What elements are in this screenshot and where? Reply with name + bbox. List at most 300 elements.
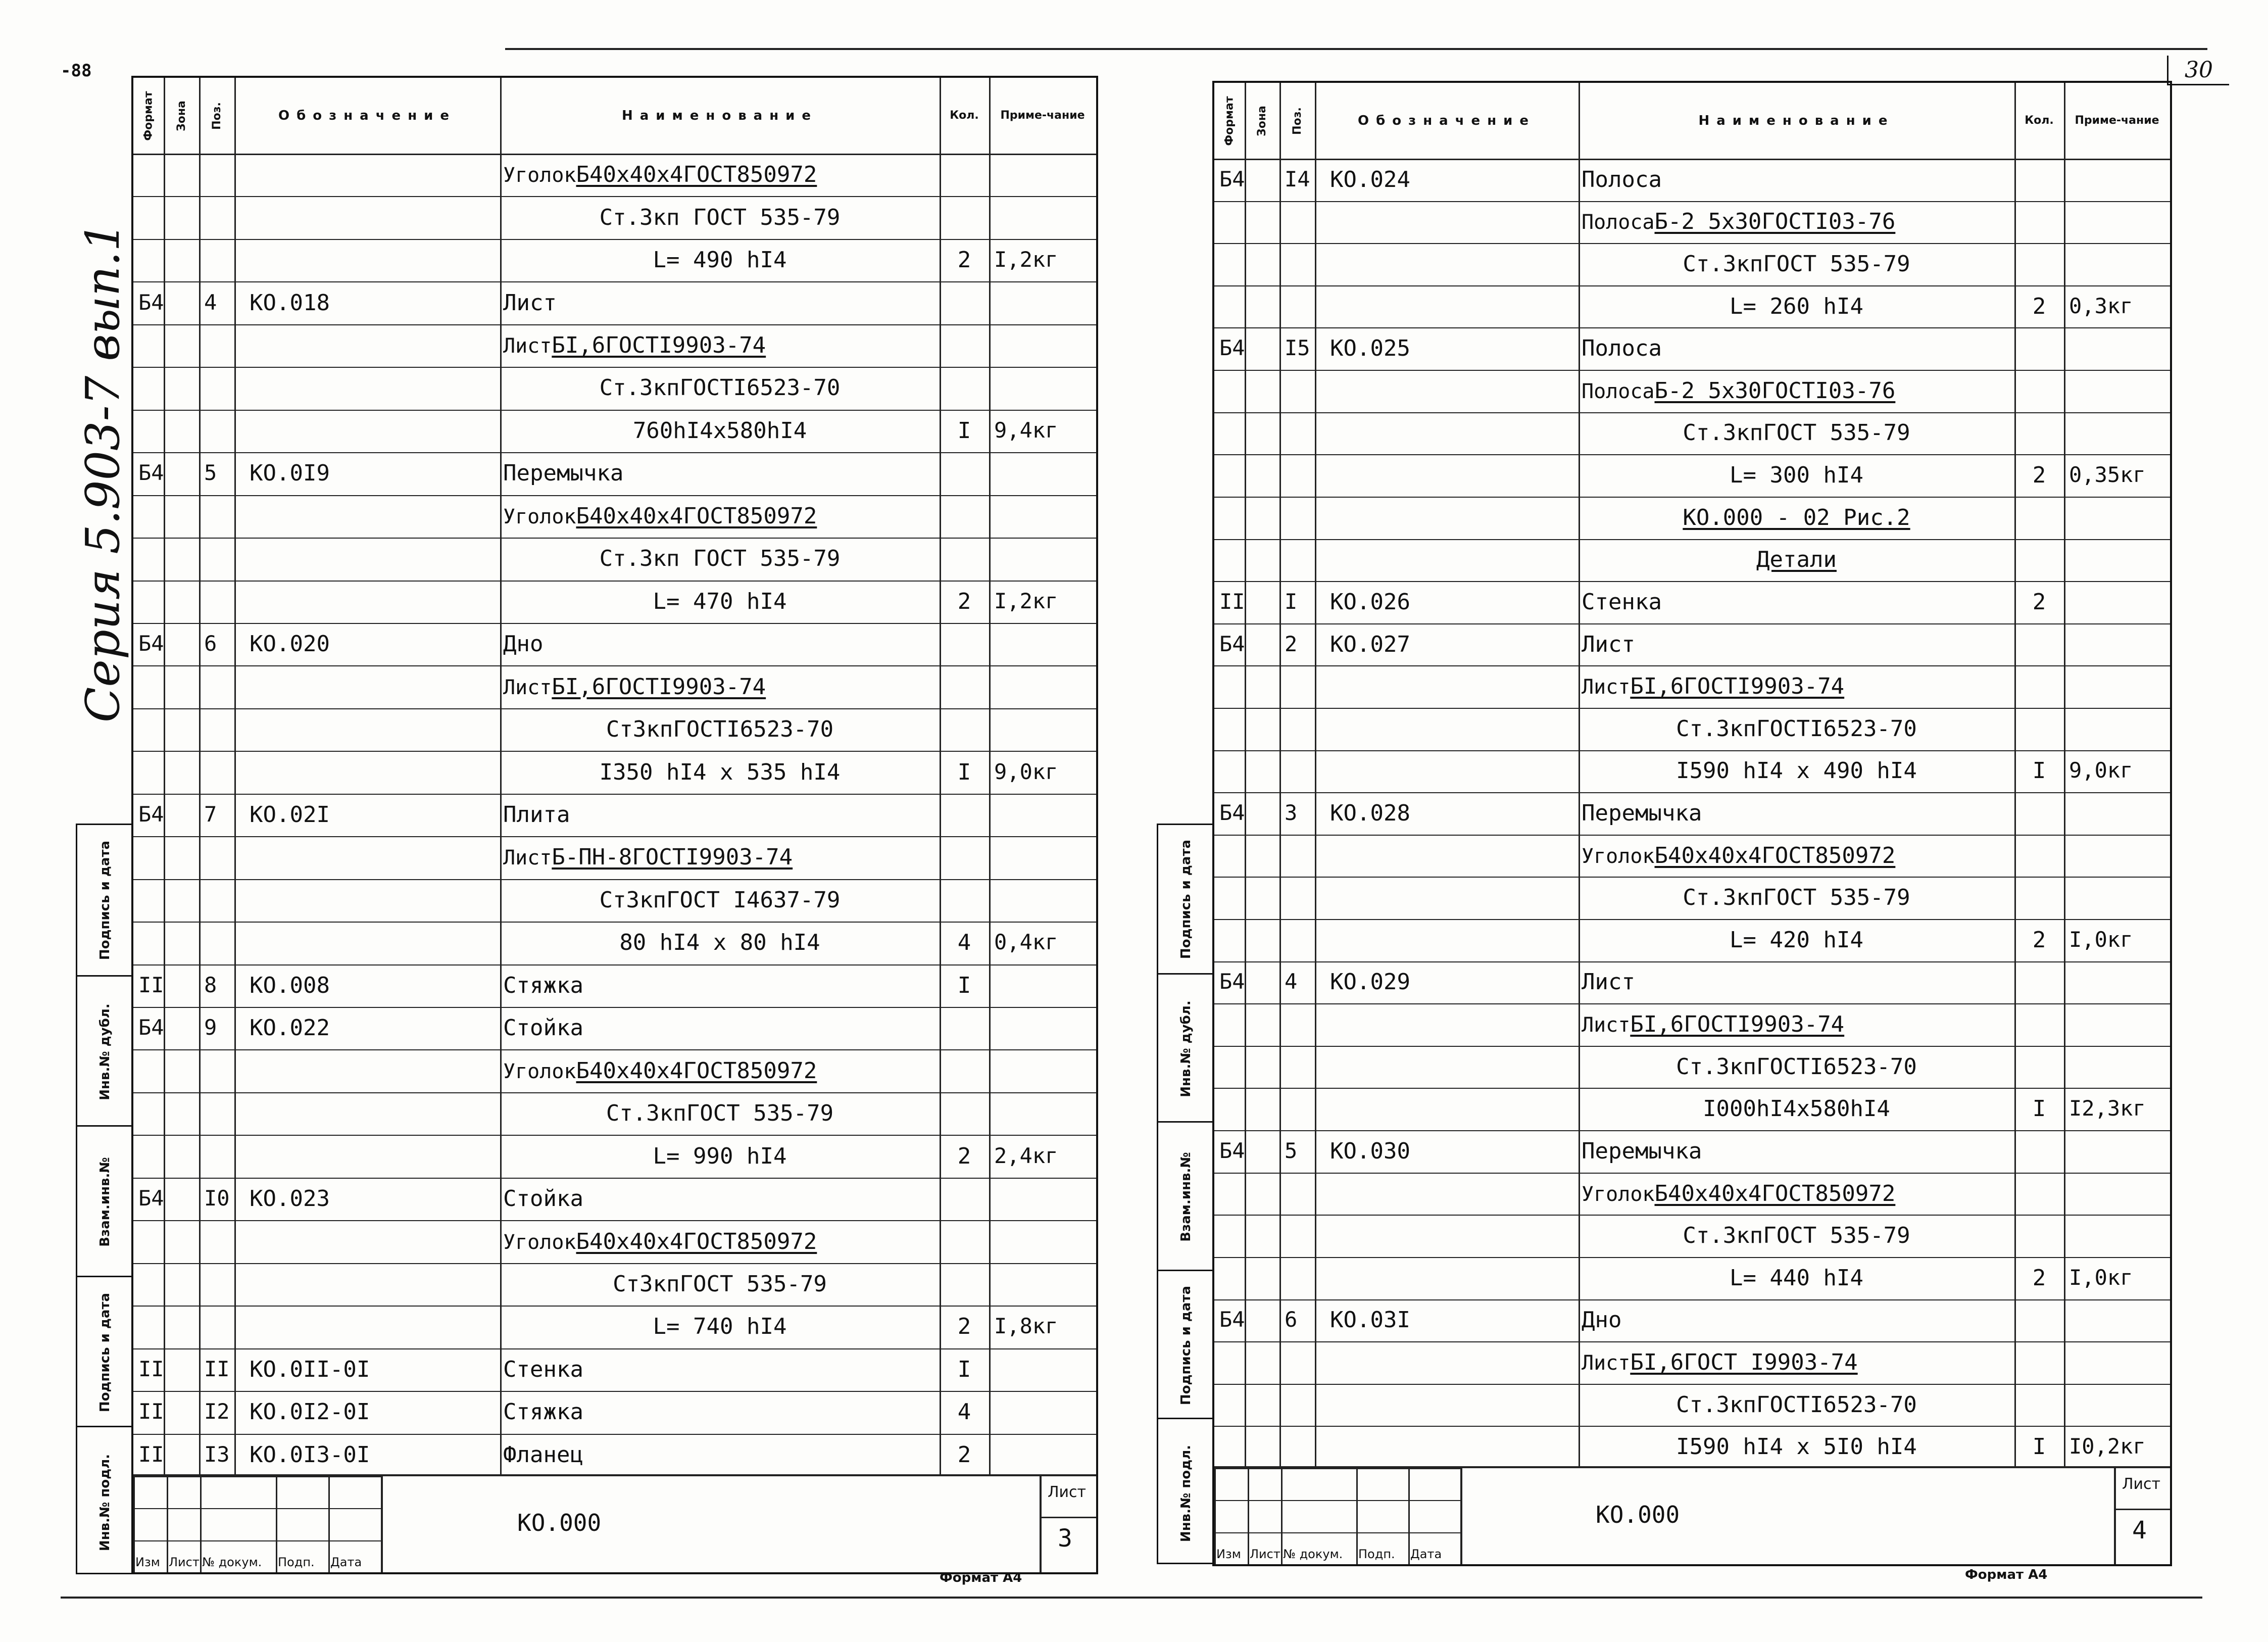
name-spec: БI,6ГОСТI9903-74 <box>552 332 766 359</box>
name-cell <box>503 1314 936 1339</box>
name-prefix: Полоса <box>1582 379 1655 403</box>
side-strip-cell <box>1158 1121 1214 1271</box>
header-qty-label: Кол. <box>2025 114 2054 127</box>
side-strip-label: Подпись и дата <box>97 840 113 960</box>
table-row <box>133 623 1096 665</box>
header-qty <box>2014 83 2064 159</box>
table-row <box>133 1007 1096 1049</box>
sheet-number: 4 <box>2132 1516 2147 1544</box>
name-text: Стойка <box>503 1015 583 1041</box>
format-label-right: Формат А4 <box>1965 1567 2048 1582</box>
title-block-divider <box>133 1476 135 1572</box>
table-row <box>133 1135 1096 1177</box>
name-cell <box>1582 1011 2011 1037</box>
spec-sheet-left <box>131 76 1098 1574</box>
name-spec: L= 740 hI4 <box>653 1314 787 1340</box>
name-cell <box>503 162 936 187</box>
table-row <box>133 410 1096 452</box>
note-cell: I,0кг <box>2069 927 2133 952</box>
designation-cell: КО.026 <box>1330 589 1410 615</box>
format-cell: Б4 <box>138 1186 164 1211</box>
name-cell <box>1582 1307 2011 1333</box>
table-row <box>1214 201 2170 244</box>
name-spec: Б40х40х4ГОСТ850972 <box>576 162 817 188</box>
page-number-left: -88 <box>61 61 92 81</box>
table-row <box>1214 961 2170 1004</box>
designation-cell: КО.03I <box>1330 1307 1410 1333</box>
table-row <box>133 751 1096 793</box>
header-name-label: Наименование <box>1698 113 1895 128</box>
format-cell: Б4 <box>1219 800 1245 825</box>
name-text: Перемычка <box>503 460 624 487</box>
name-prefix: Уголок <box>503 505 576 528</box>
table-row <box>133 581 1096 623</box>
name-cell <box>503 460 936 486</box>
table-row <box>133 538 1096 580</box>
name-spec: Б40х40х4ГОСТ850972 <box>1654 842 1896 868</box>
quantity-cell: I <box>957 972 971 998</box>
name-prefix: Уголок <box>503 164 576 187</box>
name-spec: БI,6ГОСТI9903-74 <box>1630 673 1845 700</box>
position-cell: 7 <box>204 801 217 827</box>
title-block-label: Дата <box>1410 1547 1442 1561</box>
title-block-divider <box>1248 1468 1249 1564</box>
header-zone-label: Зона <box>175 100 188 131</box>
name-text: Фланец <box>503 1441 583 1468</box>
side-strip-label: Инв.№ дубл. <box>97 1003 113 1100</box>
name-cell <box>503 759 936 785</box>
format-cell: Б4 <box>138 801 164 827</box>
name-cell <box>1582 1265 2011 1291</box>
designation-cell: КО.018 <box>250 289 330 316</box>
table-row <box>133 495 1096 538</box>
title-block-rule <box>133 1540 381 1541</box>
name-cell <box>503 503 936 529</box>
table-row <box>133 1263 1096 1306</box>
table-row <box>133 239 1096 281</box>
name-cell <box>503 589 936 614</box>
name-spec: I590 hI4 х 490 hI4 <box>1676 758 1917 784</box>
title-block-rule <box>2114 1509 2170 1510</box>
name-spec: Ст3кпГОСТ 535-79 <box>613 1271 827 1297</box>
format-cell: II <box>138 1399 164 1424</box>
name-cell <box>503 1442 936 1468</box>
table-row <box>133 964 1096 1007</box>
quantity-cell: 4 <box>957 930 971 956</box>
table-row <box>1214 159 2170 201</box>
name-spec: L= 470 hI4 <box>653 588 787 614</box>
header-designation <box>234 78 500 154</box>
header-designation-label: Обозначение <box>278 108 457 123</box>
table-row <box>1214 750 2170 793</box>
name-cell <box>503 205 936 230</box>
designation-cell: КО.0II-0I <box>250 1356 370 1382</box>
name-cell <box>1582 462 2011 488</box>
name-cell <box>1582 167 2011 192</box>
document-code: КО.000 <box>517 1509 602 1536</box>
name-spec: Ст.3кпГОСТI6523-70 <box>1676 1053 1917 1080</box>
page-number-right: 30 <box>2185 57 2213 83</box>
table-row <box>1214 1384 2170 1426</box>
quantity-cell: 2 <box>2032 589 2046 615</box>
title-block-rule <box>1040 1517 1096 1518</box>
name-spec: Ст.3кпГОСТI6523-70 <box>1676 715 1917 742</box>
quantity-cell: 2 <box>957 247 971 273</box>
table-row <box>1214 1426 2170 1468</box>
section-heading: Детали <box>1756 547 1837 573</box>
title-block-label: Лист <box>1250 1547 1280 1561</box>
position-cell: 4 <box>204 289 217 315</box>
table-row <box>1214 1257 2170 1299</box>
name-spec: I000hI4х580hI4 <box>1703 1096 1890 1122</box>
header-format-label: Формат <box>142 90 155 141</box>
designation-cell: КО.025 <box>1330 335 1410 362</box>
note-cell: 0,3кг <box>2069 293 2133 318</box>
name-cell <box>1582 547 2011 572</box>
title-block-rule <box>133 1508 381 1509</box>
name-spec: Ст3кпГОСТ I4637-79 <box>599 887 841 913</box>
name-cell <box>1582 1392 2011 1418</box>
table-row <box>1214 919 2170 961</box>
name-cell <box>1582 420 2011 446</box>
quantity-cell: 2 <box>2032 1265 2046 1291</box>
note-cell: 9,0кг <box>2069 758 2133 783</box>
designation-cell: КО.027 <box>1330 631 1410 657</box>
format-cell: II <box>138 1356 164 1381</box>
table-row <box>133 1391 1096 1433</box>
name-cell <box>503 844 936 870</box>
series-label: Серия 5.903-7 вып.1 <box>76 222 130 722</box>
table-row <box>1214 877 2170 919</box>
name-spec: Б-2 5х30ГОСТI03-76 <box>1654 209 1896 235</box>
quantity-cell: I <box>2032 1096 2046 1122</box>
header-note <box>2064 83 2170 159</box>
name-spec: L= 440 hI4 <box>1730 1265 1863 1291</box>
table-row <box>1214 623 2170 666</box>
side-strip-label: Подпись и дата <box>97 1292 113 1412</box>
name-spec: Б40х40х4ГОСТ850972 <box>576 503 817 529</box>
note-cell: I,8кг <box>994 1314 1058 1339</box>
format-cell: II <box>138 1441 164 1467</box>
table-row <box>1214 1299 2170 1342</box>
designation-cell: КО.029 <box>1330 969 1410 995</box>
name-text: Стенка <box>503 1356 583 1382</box>
note-cell: 9,4кг <box>994 417 1058 443</box>
note-cell: 2,4кг <box>994 1143 1058 1168</box>
side-strip-label: Взам.инв.№ <box>97 1156 113 1247</box>
name-prefix: Лист <box>503 846 552 870</box>
table-row <box>1214 708 2170 750</box>
position-cell: I5 <box>1285 335 1310 361</box>
name-cell <box>1582 1223 2011 1248</box>
name-spec: Б40х40х4ГОСТ850972 <box>576 1228 817 1254</box>
side-strip-label: Инв.№ подл. <box>1178 1444 1194 1542</box>
side-strip-label: Взам.инв.№ <box>1178 1151 1194 1242</box>
name-cell <box>503 247 936 273</box>
name-cell <box>1582 251 2011 277</box>
title-block-divider <box>1214 1468 1216 1564</box>
header-name-label: Наименование <box>621 108 818 123</box>
table-row <box>133 281 1096 324</box>
side-strip-cell <box>77 1426 133 1577</box>
header-format-label: Формат <box>1223 95 1236 146</box>
name-text: Лист <box>503 289 557 316</box>
section-heading: КО.000 - 02 Рис.2 <box>1683 504 1910 530</box>
position-cell: II <box>204 1356 230 1381</box>
side-strip-label: Инв.№ подл. <box>97 1454 113 1551</box>
position-cell: 2 <box>1285 631 1298 656</box>
name-text: Стяжка <box>503 972 583 998</box>
quantity-cell: 2 <box>957 1314 971 1340</box>
side-strip-cell <box>77 975 133 1127</box>
note-cell: 0,35кг <box>2069 462 2146 488</box>
quantity-cell: 2 <box>957 588 971 614</box>
name-spec: L= 990 hI4 <box>653 1143 787 1169</box>
title-block-label: Подп. <box>1358 1547 1395 1561</box>
name-cell <box>1582 378 2011 404</box>
name-cell <box>1582 1349 2011 1375</box>
title-block-label: Дата <box>330 1555 362 1569</box>
position-cell: 5 <box>1285 1138 1298 1163</box>
quantity-cell: I <box>2032 1434 2046 1460</box>
quantity-cell: 2 <box>2032 927 2046 953</box>
format-cell: II <box>1219 589 1245 614</box>
quantity-cell: 2 <box>2032 462 2046 489</box>
name-prefix: Лист <box>503 675 552 699</box>
table-row <box>1214 1215 2170 1257</box>
name-cell <box>1582 1434 2011 1460</box>
header-format <box>1214 83 1245 159</box>
position-cell: 4 <box>1285 969 1298 994</box>
name-text: Перемычка <box>1582 800 1702 826</box>
header-pos-label: Поз. <box>210 102 223 130</box>
format-cell: Б4 <box>138 289 164 315</box>
name-cell <box>503 332 936 358</box>
name-spec: Б40х40х4ГОСТ850972 <box>576 1057 817 1084</box>
name-spec: Ст.3кп ГОСТ 535-79 <box>599 546 841 572</box>
table-row <box>1214 1046 2170 1088</box>
name-cell <box>503 418 936 444</box>
table-row <box>133 1306 1096 1348</box>
format-cell: Б4 <box>1219 1307 1245 1332</box>
name-cell <box>1582 335 2011 361</box>
name-cell <box>1582 1181 2011 1206</box>
note-cell: I,2кг <box>994 247 1058 272</box>
title-block-label: Изм <box>135 1555 160 1569</box>
side-strip-cell <box>1158 1418 1214 1567</box>
position-cell: I <box>1285 589 1298 614</box>
name-cell <box>1582 209 2011 234</box>
note-cell: I0,2кг <box>2069 1434 2146 1459</box>
quantity-cell: 2 <box>957 1441 971 1468</box>
format-label-left: Формат А4 <box>940 1570 1022 1585</box>
name-cell <box>503 973 936 998</box>
name-cell <box>1582 632 2011 657</box>
header-note-label: Приме-чание <box>2075 114 2159 127</box>
name-spec: I350 hI4 х 535 hI4 <box>599 759 841 785</box>
name-cell <box>1582 294 2011 319</box>
name-spec: Ст.3кпГОСТI6523-70 <box>1676 1391 1917 1418</box>
name-spec: Ст.3кпГОСТ 535-79 <box>606 1100 834 1127</box>
header-zone <box>164 78 199 154</box>
name-cell <box>1582 885 2011 910</box>
name-spec: L= 490 hI4 <box>653 247 787 273</box>
table-row <box>133 367 1096 409</box>
name-cell <box>503 1143 936 1169</box>
name-cell <box>1582 843 2011 868</box>
bottom-rule <box>61 1597 2202 1599</box>
table-row <box>1214 539 2170 582</box>
header-pos <box>1279 83 1315 159</box>
name-text: Полоса <box>1582 166 1662 192</box>
format-cell: Б4 <box>138 631 164 656</box>
name-spec: I590 hI4 х 5I0 hI4 <box>1676 1434 1917 1460</box>
title-block-divider <box>381 1476 383 1572</box>
format-cell: II <box>138 972 164 997</box>
table-row <box>1214 792 2170 835</box>
title-block-label: № докум. <box>1283 1547 1343 1561</box>
name-cell <box>503 1058 936 1084</box>
name-cell <box>1582 589 2011 615</box>
quantity-cell: 2 <box>957 1143 971 1169</box>
name-spec: Ст.3кпГОСТ 535-79 <box>1683 1223 1910 1249</box>
table-row <box>1214 835 2170 877</box>
sheet-number: 3 <box>1058 1524 1072 1553</box>
title-block-rule <box>1214 1500 1460 1501</box>
name-spec: Б40х40х4ГОСТ850972 <box>1654 1180 1896 1206</box>
header-zone <box>1245 83 1279 159</box>
name-cell <box>1582 505 2011 530</box>
position-cell: 6 <box>204 631 217 656</box>
position-cell: I4 <box>1285 166 1310 191</box>
header-qty-label: Кол. <box>950 109 979 122</box>
position-cell: I3 <box>204 1441 230 1467</box>
designation-cell: КО.008 <box>250 972 330 998</box>
table-row <box>1214 327 2170 370</box>
name-prefix: Уголок <box>1582 1182 1655 1206</box>
name-cell <box>503 631 936 657</box>
name-cell <box>503 1015 936 1041</box>
name-cell <box>503 290 936 316</box>
position-cell: 9 <box>204 1015 217 1040</box>
title-block-rule <box>1214 1468 1460 1469</box>
name-cell <box>503 1271 936 1297</box>
name-cell <box>1582 673 2011 699</box>
name-cell <box>503 930 936 955</box>
side-strip-cell <box>1158 825 1214 973</box>
name-prefix: Уголок <box>503 1059 576 1083</box>
table-row <box>1214 1003 2170 1046</box>
table-row <box>133 1348 1096 1391</box>
format-cell: Б4 <box>138 460 164 486</box>
spec-sheet-right <box>1212 81 2172 1566</box>
side-strip-cell <box>77 1276 133 1427</box>
name-cell <box>503 1186 936 1212</box>
designation-cell: КО.030 <box>1330 1138 1410 1164</box>
title-block-divider <box>276 1476 277 1572</box>
name-text: Стойка <box>503 1186 583 1212</box>
title-block-label: Подп. <box>278 1555 315 1569</box>
table-row <box>133 1220 1096 1263</box>
name-cell <box>503 716 936 742</box>
document-code: КО.000 <box>1596 1501 1680 1528</box>
name-prefix: Уголок <box>1582 844 1655 868</box>
name-cell <box>1582 969 2011 995</box>
name-spec: Б-2 5х30ГОСТI03-76 <box>1654 377 1896 404</box>
name-cell <box>1582 800 2011 826</box>
title-block-rule <box>133 1476 381 1477</box>
name-text: Полоса <box>1582 335 1662 362</box>
name-cell <box>503 1100 936 1126</box>
designation-cell: КО.0I2-0I <box>250 1399 370 1425</box>
name-cell <box>1582 1096 2011 1122</box>
name-spec: БI,6ГОСТ I9903-74 <box>1630 1349 1858 1375</box>
side-strip-left <box>76 824 133 1574</box>
header-format <box>133 78 164 154</box>
table-row <box>1214 370 2170 412</box>
position-cell: 5 <box>204 460 217 486</box>
table-row <box>1214 581 2170 623</box>
top-rule <box>505 48 2207 50</box>
name-prefix: Уголок <box>503 1230 576 1254</box>
designation-cell: КО.02I <box>250 801 330 828</box>
table-row <box>133 1092 1096 1135</box>
format-cell: Б4 <box>138 1015 164 1040</box>
page-number-box <box>2167 56 2229 85</box>
name-text: Лист <box>1582 631 1635 657</box>
side-strip-cell <box>1158 1270 1214 1419</box>
title-block-divider <box>1460 1468 1462 1564</box>
name-spec: БI,6ГОСТI9903-74 <box>552 673 766 700</box>
side-strip-label: Подпись и дата <box>1178 1285 1194 1405</box>
table-row <box>1214 665 2170 708</box>
title-block-divider <box>1040 1476 1042 1572</box>
name-prefix: Полоса <box>1582 211 1655 234</box>
table-row <box>1214 1130 2170 1173</box>
name-spec: L= 260 hI4 <box>1730 293 1863 319</box>
name-cell <box>503 1229 936 1254</box>
name-spec: Ст3кпГОСТI6523-70 <box>606 716 834 743</box>
note-cell: I,2кг <box>994 588 1058 613</box>
table-row <box>133 665 1096 708</box>
name-spec: Ст.3кпГОСТ 535-79 <box>1683 420 1910 446</box>
title-block-divider <box>328 1476 330 1572</box>
format-cell: Б4 <box>1219 1138 1245 1163</box>
designation-cell: КО.020 <box>250 631 330 657</box>
designation-cell: КО.024 <box>1330 166 1410 192</box>
name-text: Плита <box>503 801 570 828</box>
note-cell: I,0кг <box>2069 1265 2133 1290</box>
side-strip-cell <box>77 825 133 975</box>
header-pos <box>199 78 234 154</box>
table-row <box>133 1178 1096 1220</box>
note-cell: I2,3кг <box>2069 1096 2146 1121</box>
name-spec: 80 hI4 х 80 hI4 <box>619 930 820 956</box>
table-row <box>133 452 1096 495</box>
table-row <box>1214 412 2170 455</box>
note-cell: 9,0кг <box>994 759 1058 784</box>
header-designation-label: Обозначение <box>1357 113 1536 128</box>
name-cell <box>503 802 936 828</box>
designation-cell: КО.028 <box>1330 800 1410 826</box>
format-cell: Б4 <box>1219 166 1245 191</box>
designation-cell: КО.0I3-0I <box>250 1441 370 1468</box>
title-block-divider <box>1356 1468 1358 1564</box>
name-cell <box>1582 1138 2011 1164</box>
title-block-label: Изм <box>1216 1547 1241 1561</box>
sheet-label: Лист <box>1048 1483 1087 1501</box>
name-cell <box>503 674 936 700</box>
